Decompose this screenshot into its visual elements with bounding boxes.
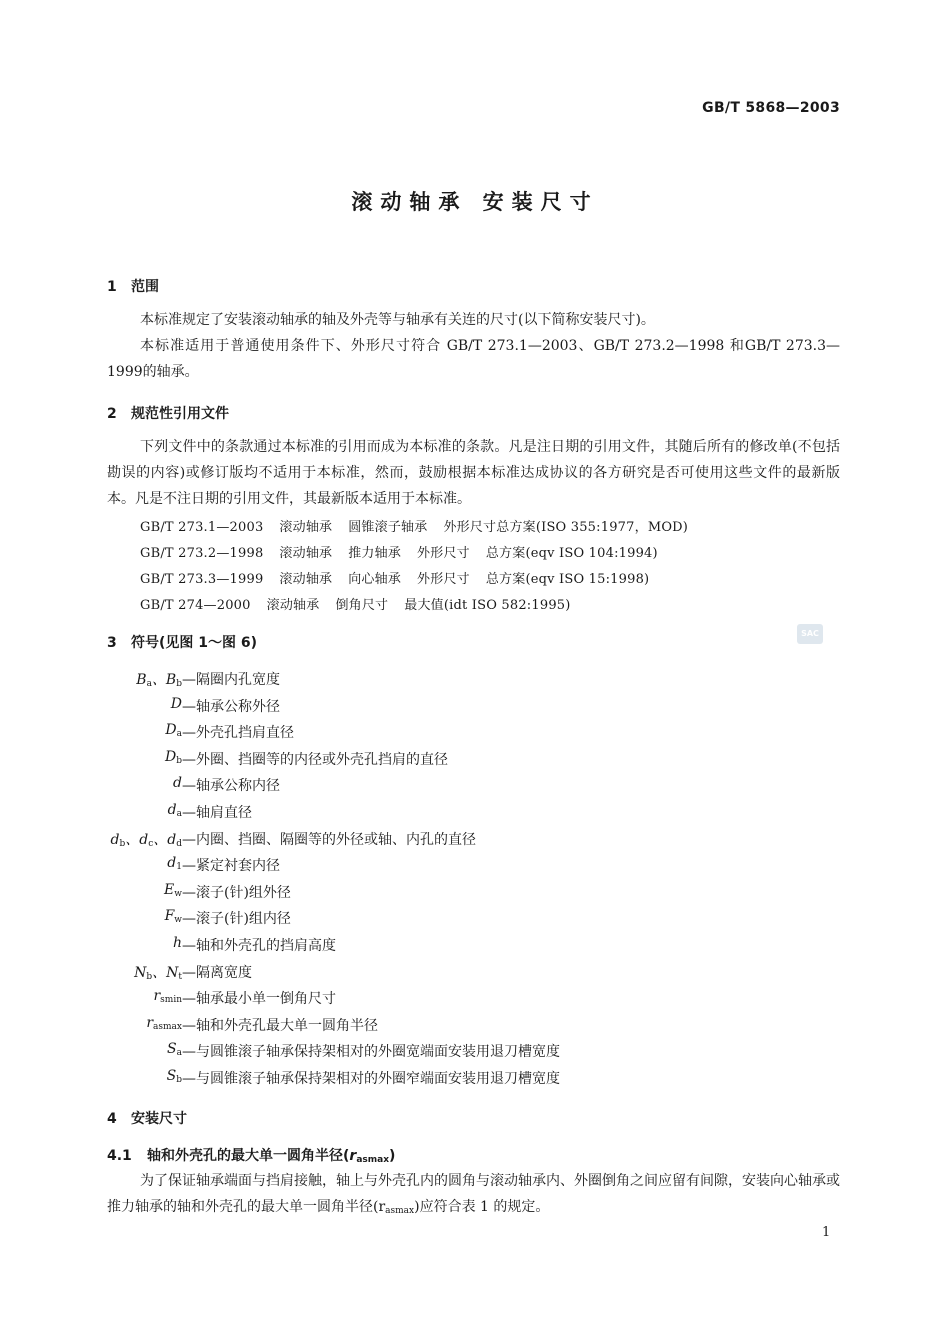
subsection-4-1-heading xyxy=(107,1145,395,1165)
reference-part: 滚动轴承 xyxy=(266,598,320,613)
reference-item xyxy=(140,542,658,561)
reference-code: GB/T 273.1—2003 xyxy=(140,520,264,535)
symbol-definition xyxy=(0,722,950,742)
symbol-description: —滚子(针)组外径 xyxy=(182,884,291,901)
symbol: $S_b$ xyxy=(166,1068,182,1085)
symbol: $F_w$ xyxy=(164,908,182,926)
symbol-description: —紧定衬套内径 xyxy=(182,858,280,875)
symbol-description: —滚子(针)组内径 xyxy=(182,911,291,928)
symbol-description: —轴承公称内径 xyxy=(182,778,280,795)
symbol: $D_b$ xyxy=(165,748,182,766)
page-number: 1 xyxy=(822,1225,831,1240)
symbol-description: —隔离宽度 xyxy=(182,964,252,981)
section-title: 符号(见图 1～图 6) xyxy=(131,635,258,651)
section-title: 安装尺寸 xyxy=(131,1111,187,1127)
reference-part: 倒角尺寸 xyxy=(335,598,389,613)
reference-part: 滚动轴承 xyxy=(279,572,333,587)
section-3-heading xyxy=(107,632,257,652)
symbol-definition xyxy=(0,775,950,795)
symbol-description: —轴肩直径 xyxy=(182,805,252,821)
symbol-description: —轴和外壳孔的挡肩高度 xyxy=(182,938,336,954)
paragraph: 本标准适用于普通使用条件下、外形尺寸符合 GB/T 273.1—2003、GB/T 273.2—1998 和GB/T 273.3—1999的轴承。 xyxy=(107,338,840,380)
section-title: 规范性引用文件 xyxy=(131,406,229,422)
symbol-description: —与圆锥滚子轴承保持架相对的外圈窄端面安装用退刀槽宽度 xyxy=(182,1071,560,1087)
symbol-definition xyxy=(0,1068,950,1088)
symbol: $E_w$ xyxy=(164,881,182,899)
reference-item xyxy=(140,516,688,535)
paragraph: 下列文件中的条款通过本标准的引用而成为本标准的条款。凡是注日期的引用文件，其随后所有的修改单(不包括勘误的内容)或修订版均不适用于本标准，然而，鼓励根据本标准达成协议的各方研究是否可使用这些文件的最新版本。凡是不注日期的引用文件，其最新版本适用于本标准。 xyxy=(107,439,840,507)
symbol: $d_b$、$d_c$、$d_d$ xyxy=(110,831,182,849)
reference-part: 最大值(idt ISO 582:1995) xyxy=(404,598,571,613)
section-number: 4 xyxy=(107,1111,117,1127)
symbol: D xyxy=(170,695,182,712)
section-2-heading xyxy=(107,403,229,423)
symbol: $B_a$、$B_b$ xyxy=(136,672,182,689)
section-number: 2 xyxy=(107,406,117,422)
symbol-definition xyxy=(0,988,950,1008)
reference-part: 推力轴承 xyxy=(348,546,402,561)
symbol: $D_a$ xyxy=(165,722,182,740)
reference-code: GB/T 273.2—1998 xyxy=(140,546,264,561)
reference-item xyxy=(140,594,571,613)
symbol-definition xyxy=(0,669,950,689)
subsection-number: 4.1 xyxy=(107,1148,132,1164)
section-number: 1 xyxy=(107,279,117,295)
symbol-description: —轴和外壳孔最大单一圆角半径 xyxy=(182,1017,378,1034)
symbol-definition xyxy=(0,962,950,982)
symbol-definition xyxy=(0,882,950,902)
subsection-title: 轴和外壳孔的最大单一圆角半径$(r_{asmax})$ xyxy=(147,1148,396,1165)
symbol-definition xyxy=(0,1041,950,1061)
reference-code: GB/T 273.3—1999 xyxy=(140,572,264,587)
reference-part: 外形尺寸 xyxy=(417,572,470,587)
section-1-heading xyxy=(107,276,159,296)
reference-part: 滚动轴承 xyxy=(279,520,333,535)
reference-item xyxy=(140,568,649,587)
section-4-heading xyxy=(107,1108,187,1128)
symbol: $r_{asmax}$ xyxy=(146,1014,182,1032)
symbol-definition xyxy=(0,696,950,716)
symbol-description: —轴承公称外径 xyxy=(182,698,280,715)
reference-part: 滚动轴承 xyxy=(279,546,333,561)
reference-part: 外形尺寸 xyxy=(417,546,470,561)
paragraph: 为了保证轴承端面与挡肩接触，轴上与外壳孔内的圆角与滚动轴承内、外圈倒角之间应留有间隙，安装向心轴承或推力轴承的轴和外壳孔的最大单一圆角半径$(r_{asmax})$应符合表 1 的规定。 xyxy=(107,1173,840,1216)
reference-part: 外形尺寸总方案(ISO 355:1977，MOD) xyxy=(443,520,689,535)
symbol-definition xyxy=(0,829,950,849)
symbol-description: —隔圈内孔宽度 xyxy=(182,672,280,688)
reference-part: 总方案(eqv ISO 15:1998) xyxy=(485,572,650,587)
symbol-definition xyxy=(0,1015,950,1035)
reference-code: GB/T 274—2000 xyxy=(140,598,251,613)
symbol-description: —轴承最小单一倒角尺寸 xyxy=(182,991,336,1008)
symbol-definition xyxy=(0,749,950,769)
section-2-body xyxy=(107,434,840,512)
symbol: h xyxy=(172,935,182,951)
symbol-description: —外圈、挡圈等的内径或外壳孔挡肩的直径 xyxy=(182,751,448,768)
symbol-definition xyxy=(0,908,950,928)
symbol: $N_b$、$N_t$ xyxy=(134,964,182,982)
section-1-body xyxy=(107,307,840,385)
subsection-4-1-body xyxy=(107,1168,840,1224)
symbol: $d_a$ xyxy=(167,802,182,819)
symbol: d xyxy=(173,775,182,792)
symbol-definition xyxy=(0,855,950,875)
symbol-description: —内圈、挡圈、隔圈等的外径或轴、内孔的直径 xyxy=(182,831,476,848)
section-number: 3 xyxy=(107,635,117,651)
symbol: $d_1$ xyxy=(167,855,182,873)
section-title: 范围 xyxy=(131,279,159,295)
paragraph: 本标准规定了安装滚动轴承的轴及外壳等与轴承有关连的尺寸(以下简称安装尺寸)。 xyxy=(140,312,655,328)
symbol-definition xyxy=(0,802,950,822)
symbol-description: —与圆锥滚子轴承保持架相对的外圈宽端面安装用退刀槽宽度 xyxy=(182,1044,560,1061)
reference-part: 总方案(eqv ISO 104:1994) xyxy=(485,546,658,561)
standard-code: GB/T 5868—2003 xyxy=(702,100,840,116)
symbol: $r_{smin}$ xyxy=(153,988,182,1006)
reference-part: 向心轴承 xyxy=(348,572,402,587)
sac-logo: SAC xyxy=(797,624,823,644)
reference-part: 圆锥滚子轴承 xyxy=(348,520,428,535)
symbol-definition xyxy=(0,935,950,955)
symbol-description: —外壳孔挡肩直径 xyxy=(182,725,294,742)
page-title: 滚动轴承 安装尺寸 xyxy=(351,190,599,214)
symbol: $S_a$ xyxy=(167,1041,182,1059)
